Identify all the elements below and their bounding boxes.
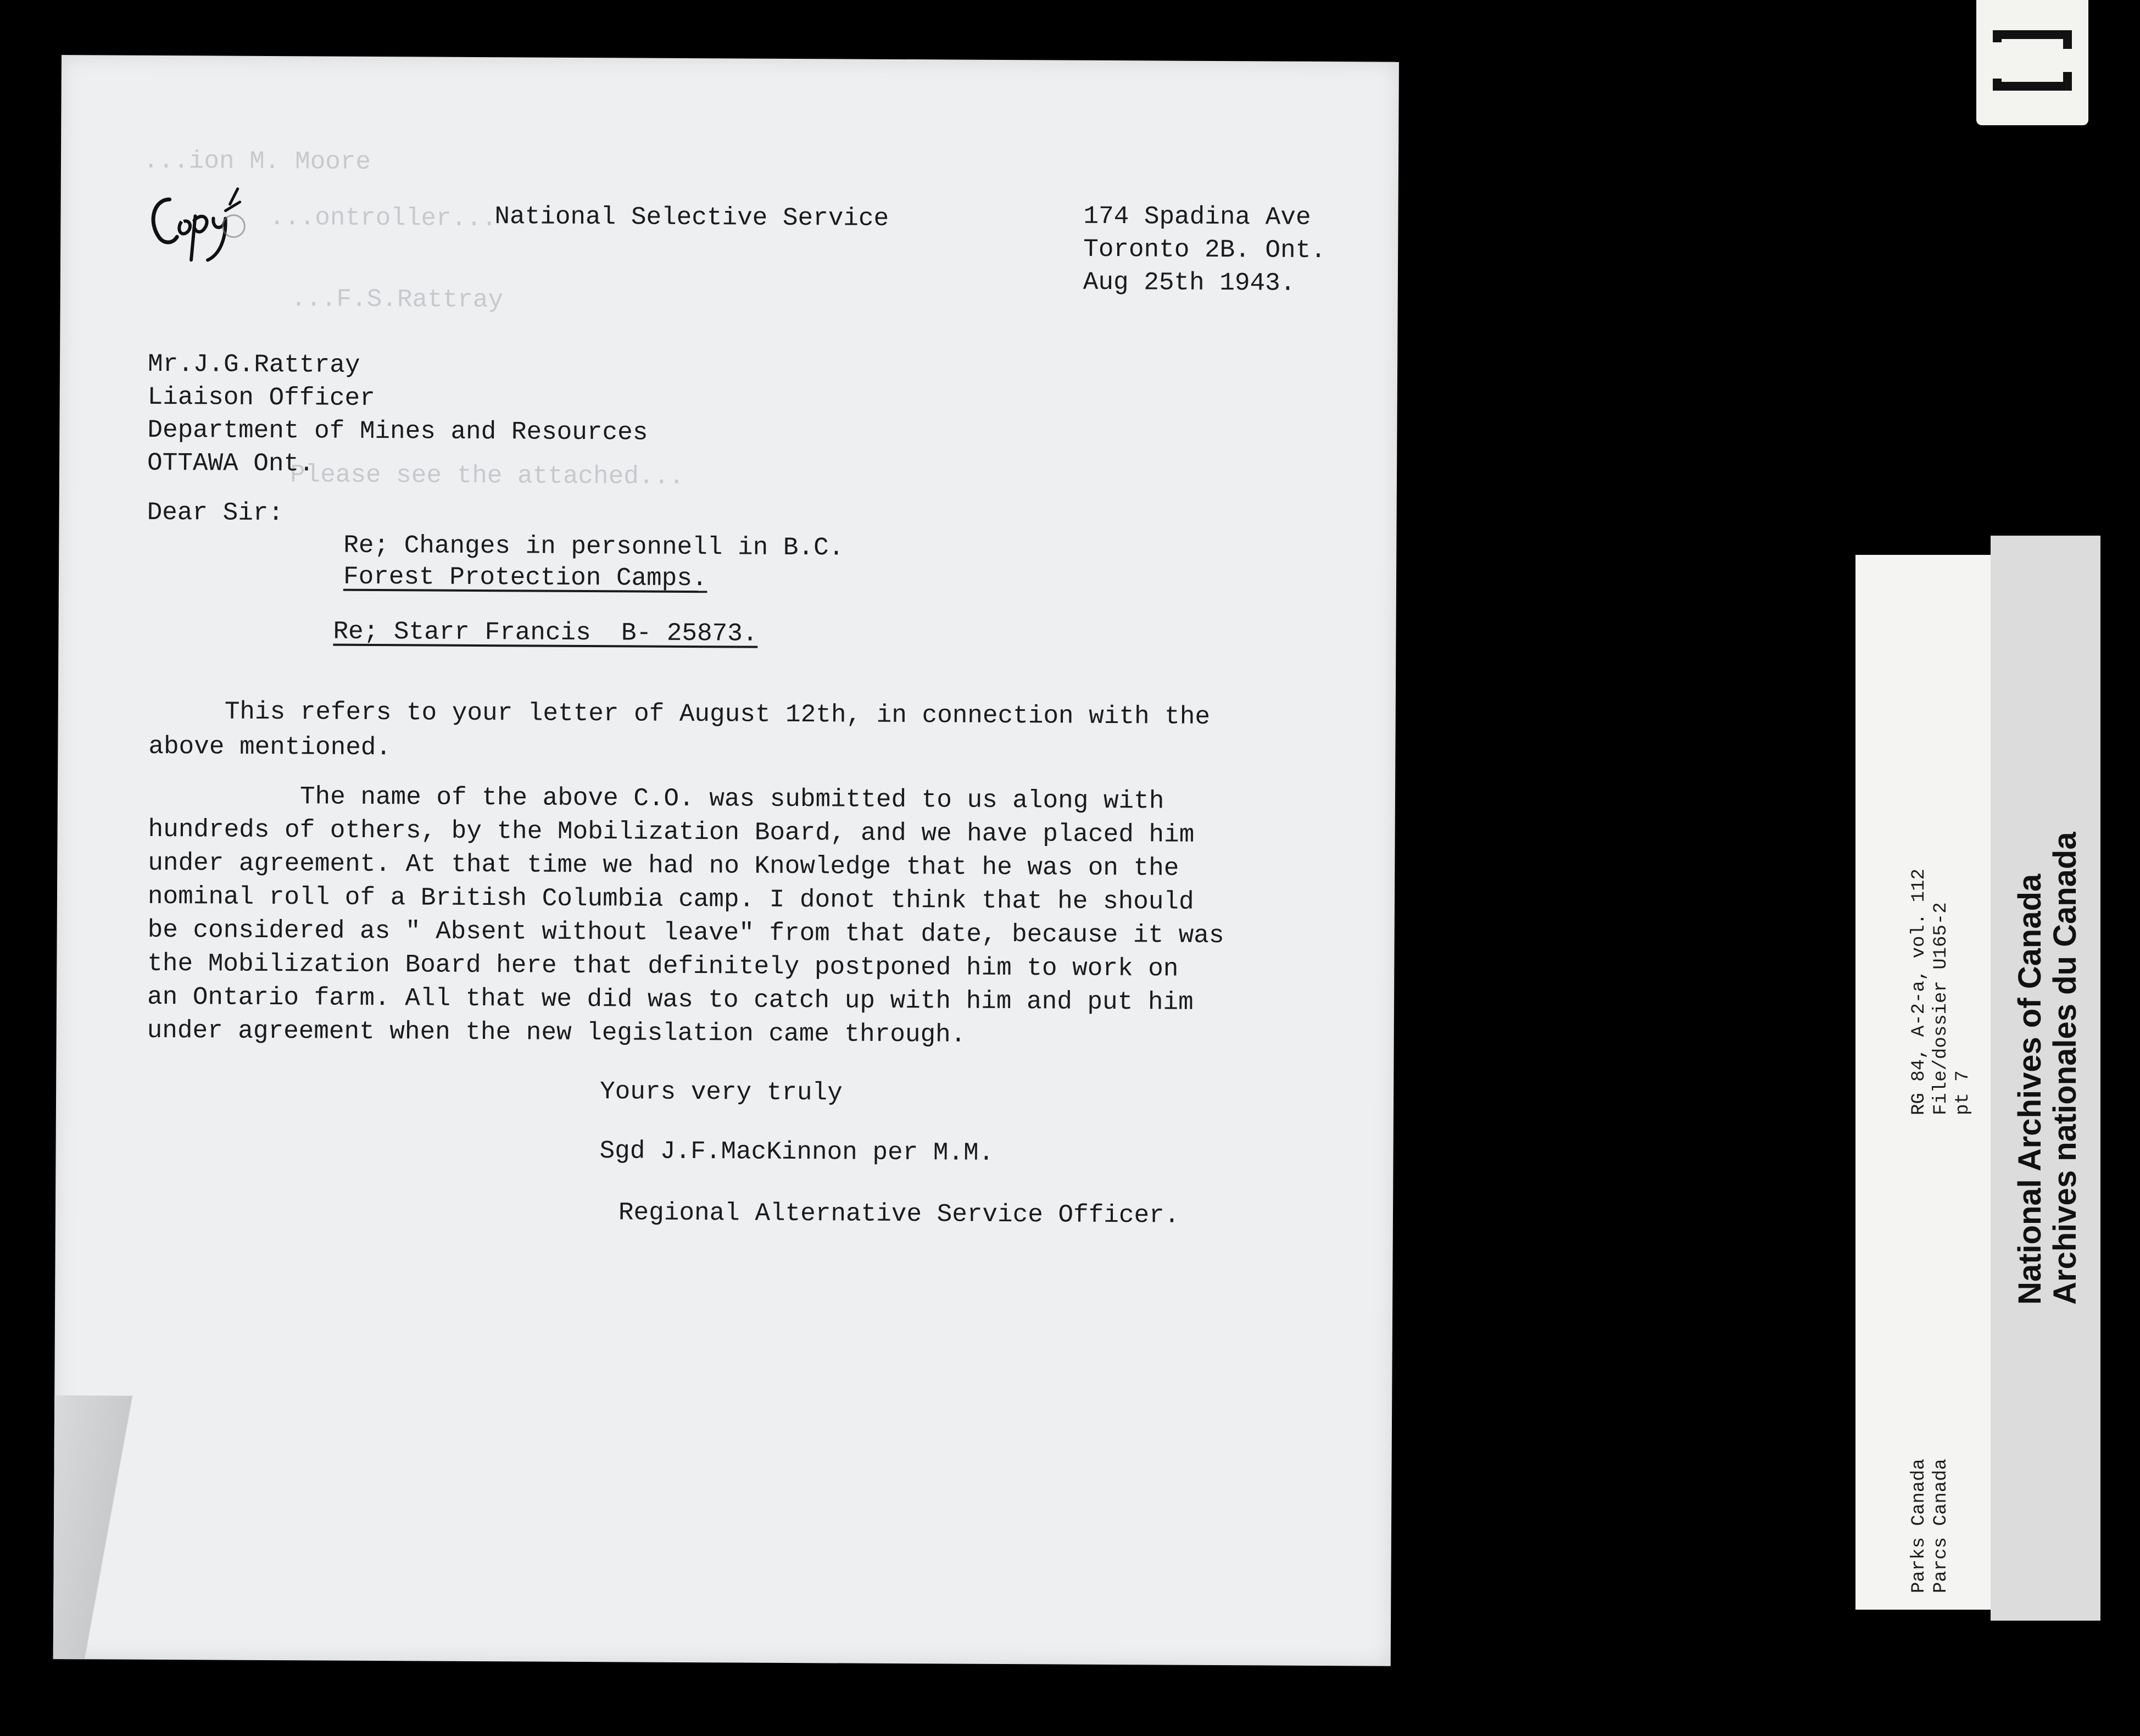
bleedthrough-line: ...F.S.Rattray (291, 285, 504, 315)
recipient-department: Department of Mines and Resources (147, 415, 648, 447)
paragraph-line: nominal roll of a British Columbia camp. I donot think that he should (147, 882, 1194, 916)
subject-reference: Re; Starr Francis B- 25873. (333, 617, 758, 648)
agency-line: Parks Canada (1909, 1459, 1930, 1593)
salutation: Dear Sir: (147, 498, 284, 528)
archives-name-en: National Archives of Canada (2012, 873, 2048, 1305)
reference-line: pt 7 (1953, 1070, 1974, 1115)
recipient-title: Liaison Officer (147, 382, 375, 413)
signer-title: Regional Alternative Service Officer. (618, 1198, 1180, 1230)
paragraph-line: above mentioned. (148, 732, 392, 763)
tab-letter-glyph (1993, 30, 2072, 91)
folded-corner (53, 1395, 137, 1660)
paragraph-line: under agreement when the new legislation came through. (147, 1016, 966, 1049)
sender-address-line: Toronto 2B. Ont. (1083, 235, 1326, 265)
letter-sheet (53, 55, 1399, 1666)
paragraph-line: This refers to your letter of August 12th, in connection with the (148, 697, 1211, 731)
archives-name-fr: Archives nationales du Canada (2047, 832, 2083, 1305)
paragraph-line: under agreement. At that time we had no Knowledge that he was on the (148, 848, 1179, 883)
sender-address-line: 174 Spadina Ave (1083, 202, 1311, 232)
paragraph-line: hundreds of others, by the Mobilization Board, and we have placed him (148, 815, 1195, 849)
letter-date: Aug 25th 1943. (1083, 268, 1296, 298)
subject-line: Re; Changes in personnell in B.C. (343, 531, 844, 563)
recipient-name: Mr.J.G.Rattray (147, 349, 360, 380)
archive-tab (1976, 0, 2088, 125)
bleedthrough-line: ...ion M. Moore (143, 146, 371, 176)
signature-line: Sgd J.F.MacKinnon per M.M. (599, 1137, 994, 1167)
reference-label (1855, 555, 1991, 1610)
reference-line: RG 84, A-2-a, vol. 112 (1909, 869, 1930, 1115)
bleedthrough-line: ...ontroller... (269, 203, 497, 233)
complimentary-close: Yours very truly (599, 1077, 843, 1108)
agency-line: Parcs Canada (1931, 1459, 1952, 1593)
paragraph-intro (148, 694, 1210, 770)
archives-label (1991, 536, 2100, 1621)
paragraph-main (147, 780, 1225, 1053)
reference-line: File/dossier U165-2 (1931, 902, 1952, 1115)
bleedthrough-line: Please see the attached... (289, 460, 684, 491)
recipient-city: OTTAWA Ont. (147, 448, 314, 478)
paragraph-line: an Ontario farm. All that we did was to catch up with him and put him (147, 982, 1194, 1017)
subject-line: Forest Protection Camps. (343, 562, 707, 593)
paragraph-line: the Mobilization Board here that definitely postponed him to work on (147, 949, 1179, 983)
paragraph-line: be considered as " Absent without leave" from that date, because it was (147, 915, 1224, 950)
paragraph-line: The name of the above C.O. was submitted to us along with (148, 781, 1164, 816)
letterhead-agency: National Selective Service (494, 202, 889, 233)
handwritten-copy-mark (143, 177, 248, 266)
